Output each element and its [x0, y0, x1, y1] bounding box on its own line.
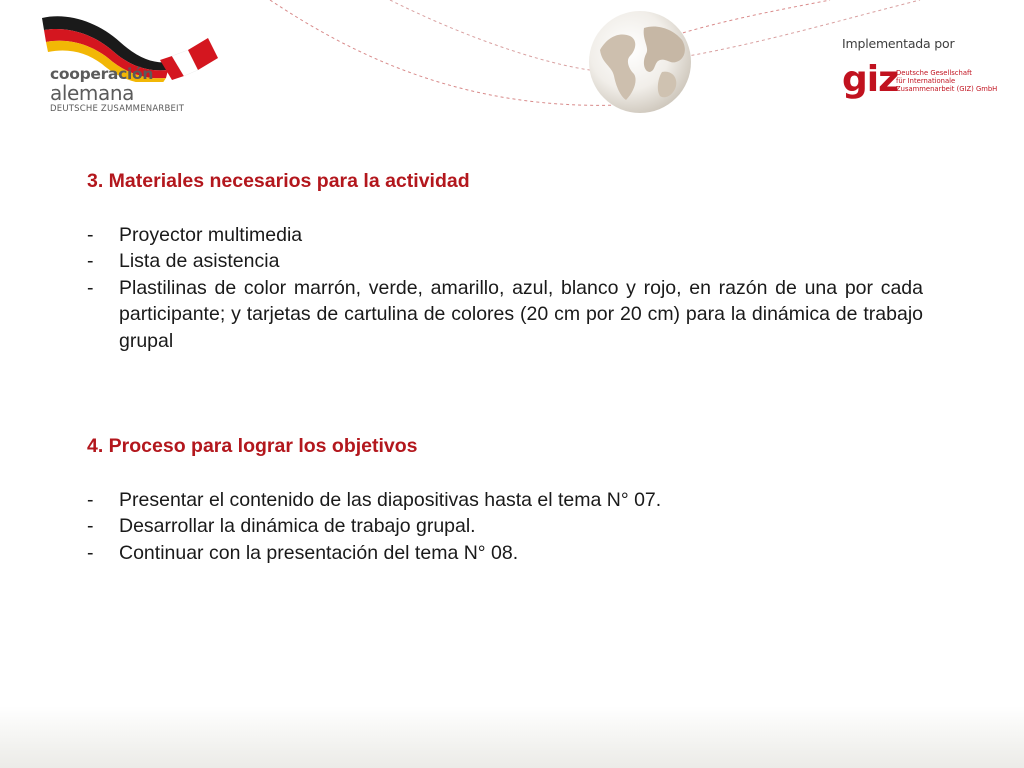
logo-line-alemana: alemana — [50, 81, 134, 105]
dash-bullet: - — [87, 250, 94, 272]
dash-bullet: - — [87, 541, 94, 564]
list-item — [87, 222, 923, 249]
list-item-text: Presentar el contenido de las diapositivas hasta el tema N° 07. — [119, 488, 662, 511]
process-list — [87, 487, 923, 567]
list-item — [87, 540, 923, 567]
giz-mark: giz — [842, 59, 899, 100]
cooperacion-alemana-logo — [38, 12, 228, 122]
slide-content — [87, 168, 923, 566]
globe-icon — [586, 10, 696, 118]
giz-logo — [842, 59, 1012, 104]
list-item-text: Continuar con la presentación del tema N° 08. — [119, 541, 519, 564]
list-item-text: Proyector multimedia — [119, 223, 303, 246]
giz-subtitle — [896, 69, 997, 93]
list-item — [87, 275, 923, 355]
dash-bullet: - — [87, 515, 94, 537]
section-process — [87, 433, 923, 566]
section-title-process: 4. Proceso para lograr los objetivos — [87, 435, 418, 457]
list-item-text: Plastilinas de color marrón, verde, amarillo, azul, blanco y rojo, en razón de una por cada participante; y tarjetas de cartulina de colores (20 cm por 20 cm) para la dinámica de trabajo grupal — [119, 276, 923, 352]
logo-line-deutsche: DEUTSCHE ZUSAMMENARBEIT — [50, 104, 185, 114]
list-item — [87, 513, 923, 540]
dash-bullet: - — [87, 223, 94, 246]
giz-subtitle-line-2: für Internationale — [896, 77, 956, 85]
list-item — [87, 487, 923, 514]
logo-line-cooperacion: cooperación — [50, 65, 154, 83]
section-materials — [87, 168, 923, 354]
list-item-text: Lista de asistencia — [119, 250, 280, 272]
section-title-materials: 3. Materiales necesarios para la actividad — [87, 170, 470, 192]
list-item — [87, 248, 923, 275]
list-item-text: Desarrollar la dinámica de trabajo grupal. — [119, 515, 476, 537]
materials-list — [87, 222, 923, 355]
bottom-fade-band — [0, 706, 1024, 768]
dash-bullet: - — [87, 488, 94, 511]
dash-bullet: - — [87, 276, 94, 299]
giz-subtitle-line-1: Deutsche Gesellschaft — [896, 69, 972, 77]
cooperacion-alemana-text — [50, 66, 184, 115]
giz-subtitle-line-3: Zusammenarbeit (GIZ) GmbH — [896, 85, 998, 93]
implemented-by-label: Implementada por — [842, 36, 955, 51]
